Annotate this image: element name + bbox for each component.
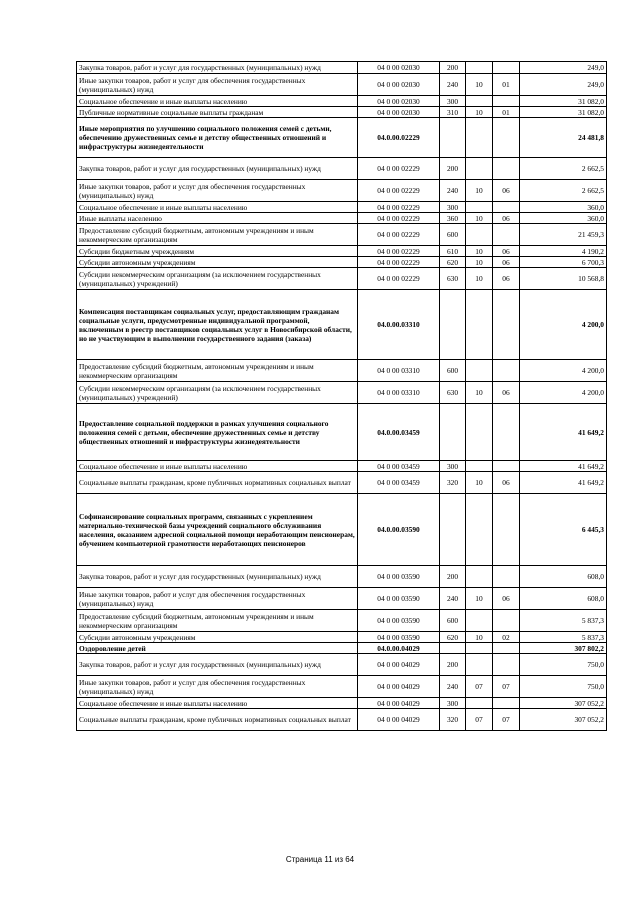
table-row	[77, 224, 607, 246]
cell-sum: 750,0	[520, 676, 607, 698]
cell-sum: 6 700,3	[520, 257, 607, 268]
table-row	[77, 360, 607, 382]
cell-name: Субсидии автономным учреждениям	[77, 632, 358, 643]
cell-vr: 320	[440, 709, 466, 731]
cell-sum: 4 200,0	[520, 290, 607, 360]
cell-pr	[493, 404, 520, 461]
cell-name: Иные мероприятия по улучшению социального положения семей с детьми, обеспечению дружественных семье и детству общественных отношений и инфраструктуры жизнедеятельности	[77, 118, 358, 158]
cell-name: Иные закупки товаров, работ и услуг для обеспечения государственных (муниципальных) нужд	[77, 676, 358, 698]
cell-code: 04 0 00 02229	[358, 180, 440, 202]
cell-sum: 2 662,5	[520, 158, 607, 180]
cell-rz: 10	[466, 632, 493, 643]
table-row	[77, 632, 607, 643]
cell-rz: 10	[466, 246, 493, 257]
cell-code: 04 0 00 03459	[358, 461, 440, 472]
cell-pr: 01	[493, 107, 520, 118]
cell-rz	[466, 158, 493, 180]
cell-sum: 21 459,3	[520, 224, 607, 246]
cell-pr: 06	[493, 257, 520, 268]
cell-code: 04 0 00 03590	[358, 566, 440, 588]
cell-rz: 07	[466, 709, 493, 731]
cell-name: Предоставление социальной поддержки в рамках улучшения социального положения семей с детьми, обеспечение дружественных семье и детству общественных отношений и инфраструктуры жизнедеятельности	[77, 404, 358, 461]
cell-vr: 600	[440, 610, 466, 632]
budget-table	[76, 61, 607, 731]
cell-rz	[466, 202, 493, 213]
cell-code: 04 0 00 03310	[358, 382, 440, 404]
cell-name: Закупка товаров, работ и услуг для государственных (муниципальных) нужд	[77, 566, 358, 588]
cell-name: Закупка товаров, работ и услуг для государственных (муниципальных) нужд	[77, 158, 358, 180]
cell-vr: 300	[440, 202, 466, 213]
table-row	[77, 180, 607, 202]
cell-code: 04.0.00.03310	[358, 290, 440, 360]
cell-sum: 10 568,8	[520, 268, 607, 290]
cell-code: 04 0 00 04029	[358, 709, 440, 731]
cell-name: Компенсация поставщикам социальных услуг, предоставляющим гражданам социальные услуги, предусмотренные индивидуальной программой, включенным в реестр поставщиков социальных услуг в Новосибирской области, но не участвующим в выполнении государственного задания (заказа)	[77, 290, 358, 360]
table-row	[77, 654, 607, 676]
cell-code: 04 0 00 02030	[358, 96, 440, 107]
cell-name: Иные выплаты населению	[77, 213, 358, 224]
cell-rz: 10	[466, 472, 493, 494]
cell-pr	[493, 62, 520, 74]
cell-rz	[466, 224, 493, 246]
cell-sum: 2 662,5	[520, 180, 607, 202]
cell-pr	[493, 566, 520, 588]
cell-pr	[493, 224, 520, 246]
cell-sum: 307 052,2	[520, 709, 607, 731]
cell-name: Субсидии автономным учреждениям	[77, 257, 358, 268]
cell-pr	[493, 118, 520, 158]
table-row	[77, 404, 607, 461]
cell-code: 04 0 00 03459	[358, 472, 440, 494]
cell-rz: 10	[466, 257, 493, 268]
cell-pr	[493, 643, 520, 654]
cell-pr	[493, 360, 520, 382]
cell-vr: 610	[440, 246, 466, 257]
cell-pr: 06	[493, 213, 520, 224]
cell-vr: 320	[440, 472, 466, 494]
cell-sum: 4 200,0	[520, 382, 607, 404]
cell-name: Предоставление субсидий бюджетным, автономным учреждениям и иным некоммерческим организациям	[77, 360, 358, 382]
cell-sum: 360,0	[520, 213, 607, 224]
cell-sum: 5 837,3	[520, 610, 607, 632]
cell-vr: 300	[440, 461, 466, 472]
cell-rz	[466, 610, 493, 632]
cell-name: Социальное обеспечение и иные выплаты населению	[77, 96, 358, 107]
cell-pr: 06	[493, 382, 520, 404]
cell-name: Закупка товаров, работ и услуг для государственных (муниципальных) нужд	[77, 62, 358, 74]
cell-pr	[493, 461, 520, 472]
cell-pr: 06	[493, 268, 520, 290]
cell-pr: 07	[493, 709, 520, 731]
cell-sum: 41 649,2	[520, 461, 607, 472]
table-row	[77, 382, 607, 404]
cell-rz	[466, 643, 493, 654]
cell-code: 04 0 00 04029	[358, 654, 440, 676]
table-row	[77, 107, 607, 118]
budget-table-body	[77, 62, 607, 731]
cell-vr: 600	[440, 360, 466, 382]
cell-sum: 249,0	[520, 62, 607, 74]
cell-code: 04 0 00 04029	[358, 698, 440, 709]
cell-rz	[466, 62, 493, 74]
cell-vr: 240	[440, 676, 466, 698]
cell-code: 04 0 00 03590	[358, 610, 440, 632]
cell-name: Социальные выплаты гражданам, кроме публичных нормативных социальных выплат	[77, 709, 358, 731]
cell-pr: 01	[493, 74, 520, 96]
cell-vr: 620	[440, 632, 466, 643]
cell-vr	[440, 494, 466, 566]
table-row	[77, 610, 607, 632]
cell-pr	[493, 290, 520, 360]
cell-sum: 750,0	[520, 654, 607, 676]
cell-pr	[493, 654, 520, 676]
cell-vr: 600	[440, 224, 466, 246]
table-row	[77, 676, 607, 698]
cell-vr: 200	[440, 654, 466, 676]
cell-vr	[440, 290, 466, 360]
cell-vr	[440, 643, 466, 654]
cell-rz	[466, 404, 493, 461]
cell-vr: 240	[440, 588, 466, 610]
cell-name: Субсидии некоммерческим организациям (за исключением государственных (муниципальных) учреждений)	[77, 382, 358, 404]
cell-name: Социальное обеспечение и иные выплаты населению	[77, 461, 358, 472]
cell-rz: 10	[466, 213, 493, 224]
table-row	[77, 290, 607, 360]
cell-vr: 200	[440, 566, 466, 588]
table-row	[77, 213, 607, 224]
cell-sum: 6 445,3	[520, 494, 607, 566]
cell-pr: 02	[493, 632, 520, 643]
cell-pr	[493, 202, 520, 213]
cell-code: 04 0 00 02229	[358, 224, 440, 246]
cell-rz	[466, 360, 493, 382]
table-row	[77, 246, 607, 257]
cell-rz: 10	[466, 107, 493, 118]
cell-sum: 4 190,2	[520, 246, 607, 257]
cell-code: 04.0.00.03590	[358, 494, 440, 566]
cell-sum: 307 802,2	[520, 643, 607, 654]
cell-rz	[466, 698, 493, 709]
cell-name: Субсидии некоммерческим организациям (за исключением государственных (муниципальных) учреждений)	[77, 268, 358, 290]
cell-rz: 10	[466, 382, 493, 404]
cell-rz: 10	[466, 180, 493, 202]
cell-pr	[493, 698, 520, 709]
cell-code: 04.0.00.02229	[358, 118, 440, 158]
cell-rz	[466, 494, 493, 566]
cell-vr: 300	[440, 96, 466, 107]
cell-code: 04 0 00 02229	[358, 213, 440, 224]
cell-code: 04 0 00 02030	[358, 62, 440, 74]
cell-sum: 307 052,2	[520, 698, 607, 709]
cell-vr: 240	[440, 180, 466, 202]
cell-sum: 4 200,0	[520, 360, 607, 382]
table-row	[77, 472, 607, 494]
table-row	[77, 96, 607, 107]
cell-sum: 41 649,2	[520, 404, 607, 461]
cell-vr: 240	[440, 74, 466, 96]
cell-name: Предоставление субсидий бюджетным, автономным учреждениям и иным некоммерческим организациям	[77, 224, 358, 246]
table-row	[77, 118, 607, 158]
cell-sum: 31 082,0	[520, 96, 607, 107]
cell-name: Закупка товаров, работ и услуг для государственных (муниципальных) нужд	[77, 654, 358, 676]
cell-vr: 360	[440, 213, 466, 224]
table-row	[77, 268, 607, 290]
cell-rz	[466, 654, 493, 676]
table-row	[77, 257, 607, 268]
cell-sum: 249,0	[520, 74, 607, 96]
cell-pr: 06	[493, 472, 520, 494]
table-row	[77, 566, 607, 588]
cell-rz	[466, 461, 493, 472]
cell-rz: 10	[466, 74, 493, 96]
table-row	[77, 461, 607, 472]
cell-code: 04.0.00.03459	[358, 404, 440, 461]
cell-rz	[466, 566, 493, 588]
cell-pr: 07	[493, 676, 520, 698]
cell-code: 04 0 00 02229	[358, 202, 440, 213]
table-row	[77, 202, 607, 213]
table-row	[77, 709, 607, 731]
cell-code: 04 0 00 03590	[358, 588, 440, 610]
table-row	[77, 698, 607, 709]
cell-vr: 620	[440, 257, 466, 268]
cell-name: Иные закупки товаров, работ и услуг для обеспечения государственных (муниципальных) нужд	[77, 588, 358, 610]
cell-name: Софинансирование социальных программ, связанных с укреплением материально-технической базы учреждений социального обслуживания населения, оказанием адресной социальной помощи неработающим пенсионерам, обучением компьютерной грамотности неработающих пенсионеров	[77, 494, 358, 566]
cell-sum: 31 082,0	[520, 107, 607, 118]
cell-pr: 06	[493, 588, 520, 610]
cell-sum: 608,0	[520, 588, 607, 610]
cell-sum: 41 649,2	[520, 472, 607, 494]
cell-vr	[440, 404, 466, 461]
cell-rz: 10	[466, 268, 493, 290]
table-row	[77, 588, 607, 610]
cell-code: 04 0 00 02229	[358, 246, 440, 257]
cell-code: 04 0 00 02229	[358, 268, 440, 290]
cell-pr	[493, 610, 520, 632]
table-row	[77, 643, 607, 654]
cell-pr: 06	[493, 246, 520, 257]
cell-vr: 300	[440, 698, 466, 709]
cell-rz	[466, 118, 493, 158]
cell-pr	[493, 494, 520, 566]
cell-sum: 608,0	[520, 566, 607, 588]
cell-code: 04 0 00 02030	[358, 107, 440, 118]
cell-code: 04 0 00 02030	[358, 74, 440, 96]
cell-code: 04 0 00 02229	[358, 257, 440, 268]
cell-name: Предоставление субсидий бюджетным, автономным учреждениям и иным некоммерческим организациям	[77, 610, 358, 632]
cell-vr	[440, 118, 466, 158]
cell-name: Иные закупки товаров, работ и услуг для обеспечения государственных (муниципальных) нужд	[77, 74, 358, 96]
cell-rz: 10	[466, 588, 493, 610]
cell-sum: 360,0	[520, 202, 607, 213]
cell-code: 04 0 00 04029	[358, 676, 440, 698]
cell-rz: 07	[466, 676, 493, 698]
cell-rz	[466, 290, 493, 360]
cell-rz	[466, 96, 493, 107]
cell-vr: 630	[440, 268, 466, 290]
cell-vr: 310	[440, 107, 466, 118]
cell-name: Публичные нормативные социальные выплаты гражданам	[77, 107, 358, 118]
cell-pr	[493, 158, 520, 180]
cell-name: Социальное обеспечение и иные выплаты населению	[77, 698, 358, 709]
cell-vr: 200	[440, 62, 466, 74]
cell-sum: 5 837,3	[520, 632, 607, 643]
cell-code: 04 0 00 02229	[358, 158, 440, 180]
cell-name: Иные закупки товаров, работ и услуг для обеспечения государственных (муниципальных) нужд	[77, 180, 358, 202]
cell-pr: 06	[493, 180, 520, 202]
cell-code: 04 0 00 03310	[358, 360, 440, 382]
cell-code: 04.0.00.04029	[358, 643, 440, 654]
cell-name: Социальные выплаты гражданам, кроме публичных нормативных социальных выплат	[77, 472, 358, 494]
cell-name: Оздоровление детей	[77, 643, 358, 654]
table-row	[77, 74, 607, 96]
cell-vr: 200	[440, 158, 466, 180]
table-row	[77, 158, 607, 180]
cell-vr: 630	[440, 382, 466, 404]
cell-name: Субсидии бюджетным учреждениям	[77, 246, 358, 257]
page-footer: Страница 11 из 64	[285, 855, 355, 864]
cell-code: 04 0 00 03590	[358, 632, 440, 643]
cell-sum: 24 481,8	[520, 118, 607, 158]
table-row	[77, 62, 607, 74]
table-row	[77, 494, 607, 566]
cell-name: Социальное обеспечение и иные выплаты населению	[77, 202, 358, 213]
cell-pr	[493, 96, 520, 107]
